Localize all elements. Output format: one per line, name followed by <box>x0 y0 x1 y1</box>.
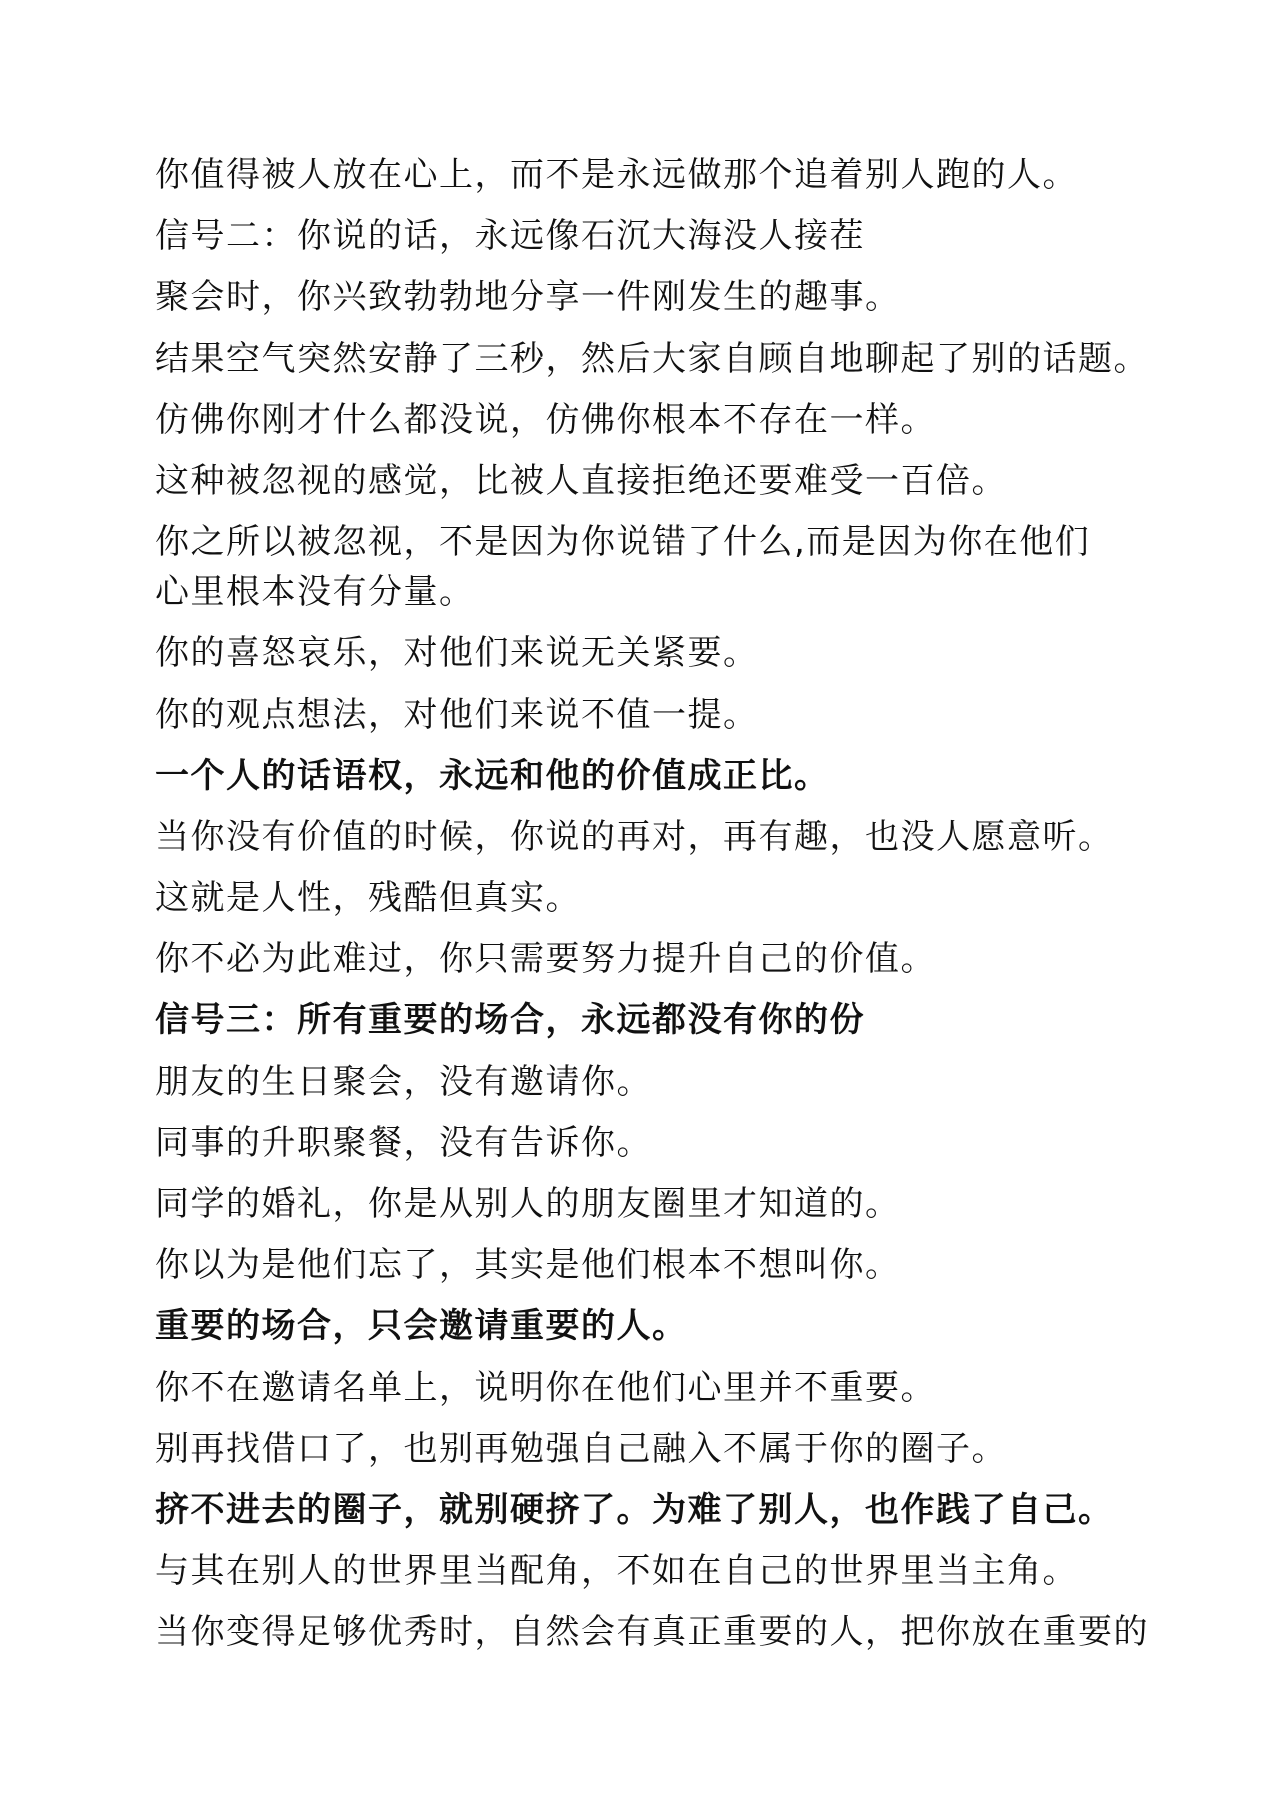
text-line: 心里根本没有分量。 <box>155 572 475 613</box>
text-line: 信号三：所有重要的场合，永远都没有你的份 <box>155 1000 865 1041</box>
paragraph <box>155 334 1233 384</box>
paragraph <box>155 1240 1233 1290</box>
paragraph <box>155 272 1233 322</box>
paragraph <box>155 628 1233 678</box>
text-line: 同学的婚礼，你是从别人的朋友圈里才知道的。 <box>155 1184 901 1224</box>
paragraph <box>155 934 1233 984</box>
emphasis-paragraph <box>155 1485 1233 1535</box>
paragraph <box>155 873 1233 923</box>
text-line: 你的观点想法，对他们来说不值一提。 <box>155 694 759 735</box>
emphasis-paragraph <box>155 1301 1233 1351</box>
text-line: 别再找借口了，也别再勉强自己融入不属于你的圈子。 <box>155 1428 1007 1469</box>
text-line: 同事的升职聚餐，没有告诉你。 <box>155 1122 652 1163</box>
paragraph <box>155 1424 1233 1474</box>
paragraph <box>155 1546 1233 1596</box>
text-line: 一个人的话语权，永远和他的价值成正比。 <box>155 755 830 796</box>
text-line: 你不必为此难过，你只需要努力提升自己的价值。 <box>155 939 936 980</box>
text-line: 仿佛你刚才什么都没说，仿佛你根本不存在一样。 <box>155 399 936 440</box>
paragraph <box>155 1179 1233 1229</box>
text-line: 重要的场合，只会邀请重要的人。 <box>155 1306 688 1347</box>
text-line: 聚会时，你兴致勃勃地分享一件刚发生的趣事。 <box>155 277 901 318</box>
text-line: 你以为是他们忘了，其实是他们根本不想叫你。 <box>155 1245 901 1286</box>
text-line: 当你没有价值的时候，你说的再对，再有趣，也没人愿意听。 <box>155 816 1114 857</box>
text-line: 你值得被人放在心上，而不是永远做那个追着别人跑的人。 <box>155 155 1078 195</box>
section-heading-signal-3 <box>155 995 1233 1045</box>
paragraph <box>155 1057 1233 1107</box>
paragraph <box>155 812 1233 862</box>
paragraph <box>155 517 1233 617</box>
paragraph <box>155 690 1233 740</box>
text-line: 你之所以被忽视，不是因为你说错了什么,而是因为你在他们 <box>155 522 1091 563</box>
text-line: 你的喜怒哀乐，对他们来说无关紧要。 <box>155 633 759 674</box>
paragraph <box>155 1363 1233 1413</box>
emphasis-paragraph <box>155 751 1233 801</box>
text-line: 结果空气突然安静了三秒，然后大家自顾自地聊起了别的话题。 <box>155 338 1149 379</box>
section-heading-signal-2 <box>155 211 1233 261</box>
text-line: 与其在别人的世界里当配角，不如在自己的世界里当主角。 <box>155 1551 1078 1592</box>
text-line: 你不在邀请名单上，说明你在他们心里并不重要。 <box>155 1367 936 1408</box>
document-body <box>155 150 1233 1669</box>
paragraph <box>155 395 1233 445</box>
paragraph <box>155 1118 1233 1168</box>
text-line: 朋友的生日聚会，没有邀请你。 <box>155 1061 652 1102</box>
paragraph <box>155 1607 1233 1657</box>
text-line: 信号二：你说的话，永远像石沉大海没人接茬 <box>155 216 865 257</box>
text-line: 这种被忽视的感觉，比被人直接拒绝还要难受一百倍。 <box>155 460 1007 501</box>
text-line: 这就是人性，残酷但真实。 <box>155 878 581 919</box>
text-line: 当你变得足够优秀时，自然会有真正重要的人，把你放在重要的 <box>155 1612 1149 1653</box>
text-line: 挤不进去的圈子，就别硬挤了。为难了别人，也作践了自己。 <box>155 1489 1114 1530</box>
paragraph <box>155 150 1233 200</box>
paragraph <box>155 456 1233 506</box>
